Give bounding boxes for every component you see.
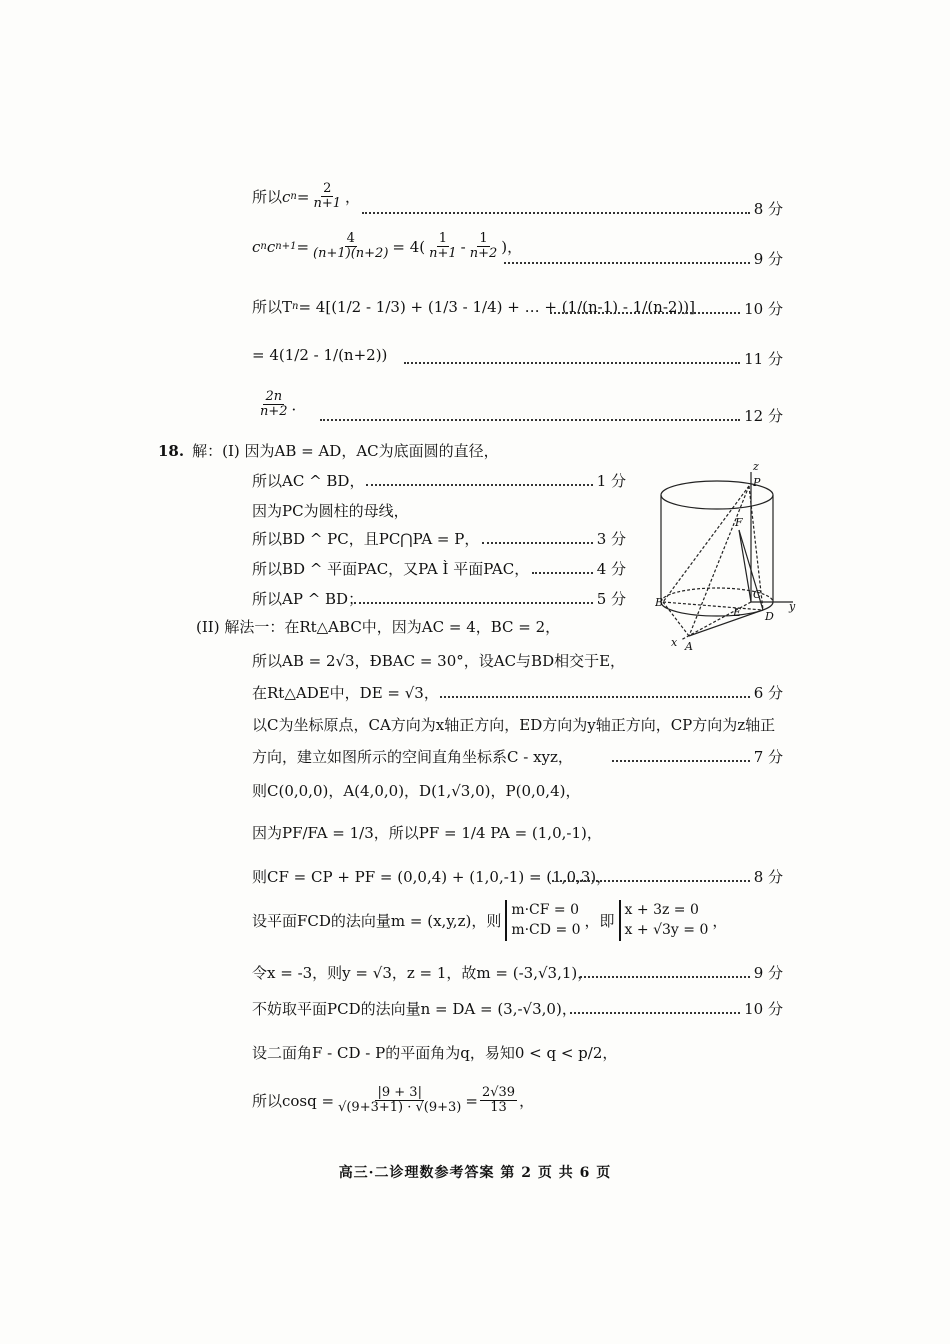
line-10 (252, 558, 529, 579)
line-24 (252, 1086, 534, 1116)
eq: = (465, 1091, 478, 1110)
label-z: z (753, 460, 759, 473)
score-text: 11 分 (744, 350, 783, 368)
text-post: ， (345, 188, 361, 207)
eq-1: x + 3z = 0 (624, 902, 699, 918)
eq-2: m·CD = 0 (511, 922, 581, 939)
eq: = (296, 187, 310, 206)
text: 因为PC为圆柱的母线， (252, 502, 409, 520)
score-line-19 (548, 866, 783, 887)
line-23 (252, 1042, 617, 1063)
score-line-5 (316, 405, 783, 426)
line-cn (252, 182, 360, 212)
line-15 (252, 714, 775, 735)
line-cncn1 (252, 232, 522, 262)
text-post: ． (291, 396, 307, 415)
score-text: 4 分 (596, 560, 626, 578)
var-c: c (266, 237, 276, 256)
text: 所以AB = 2√3，ÐBAC = 30°，设AC与BD相交于E， (252, 652, 626, 670)
label-P: P (753, 476, 761, 489)
text-pre: 设平面FCD的法向量m = (x,y,z)，则 (252, 911, 502, 930)
score-text: 1 分 (596, 472, 626, 490)
eq-1: m·CF = 0 (511, 902, 580, 918)
var-c: c (252, 237, 261, 256)
numerator: 1 (479, 231, 488, 246)
label-C: C (753, 588, 762, 601)
equation-system-1 (505, 900, 580, 941)
numerator: 2n (265, 389, 283, 404)
line-12 (196, 616, 560, 637)
line-8 (252, 500, 409, 521)
score-line-2 (500, 248, 783, 269)
label-E: E (733, 606, 742, 619)
score-line-14 (436, 682, 783, 703)
text: 方向，建立如图所示的空间直角坐标系C - xyz， (252, 748, 573, 766)
score-text: 12 分 (744, 407, 783, 425)
score-line-1 (358, 198, 783, 219)
score-text: 10 分 (744, 1000, 783, 1018)
text-post: )， (501, 238, 523, 257)
text-pre: 所以cosq = (252, 1092, 335, 1111)
bottom-front (661, 602, 773, 616)
denominator: n+2 (260, 404, 288, 420)
score-text: 6 分 (753, 684, 783, 702)
line-14 (252, 682, 439, 703)
text: 令x = -3，则y = √3，z = 1，故m = (-3,√3,1)， (252, 964, 593, 982)
score-line-7 (362, 470, 626, 491)
score-text: 8 分 (753, 200, 783, 218)
text: (II) 解法一：在Rt△ABC中，因为AC = 4，BC = 2， (196, 618, 561, 636)
line-result (256, 390, 307, 420)
var-sub: n (260, 241, 267, 253)
label-A: A (685, 640, 693, 653)
text: 所以AP ^ BD； (252, 590, 364, 608)
fraction (468, 232, 500, 262)
text: 设二面角F - CD - P的平面角为q，易知0 < q < p/2， (252, 1044, 618, 1062)
line-11 (252, 588, 363, 609)
question-number: 18. (158, 441, 185, 460)
numerator: 1 (438, 231, 448, 246)
question-18 (158, 440, 499, 461)
denominator: n+1 (313, 196, 341, 212)
text-post: ， (519, 1092, 535, 1111)
score-text: 9 分 (753, 964, 783, 982)
sum-expression: = 4[(1/2 - 1/3) + (1/3 - 1/4) + … + (1/(n-1) - 1/(n-2))] (298, 297, 696, 316)
edge-PB (663, 486, 749, 602)
score-text: 8 分 (753, 868, 783, 886)
edge-BD (663, 602, 763, 610)
text: 则CF = CP + PF = (0,0,4) + (1,0,-1) = (1,0,3)， (252, 868, 612, 886)
score-line-3 (546, 298, 783, 319)
score-line-10 (528, 558, 626, 579)
label-B: B (655, 596, 664, 609)
line-18 (252, 822, 602, 843)
line-17 (252, 780, 580, 801)
text: 所以BD ^ 平面PAC，又PA Ì 平面PAC， (252, 560, 530, 578)
text: 因为PF/FA = 1/3，所以PF = 1/4 PA = (1,0,-1)， (252, 824, 602, 842)
line-22 (252, 998, 577, 1019)
edge-AD (689, 610, 763, 636)
page-footer: 高三·二诊理数参考答案 第 2 页 共 6 页 (338, 1165, 612, 1181)
var-c: c (282, 187, 291, 206)
numerator: 2√39 (481, 1085, 516, 1100)
line-20 (252, 900, 727, 941)
text-post: ， (712, 911, 728, 930)
text-mid: ，即 (584, 911, 615, 930)
line-simplify (252, 346, 387, 364)
denominator: √(9+3+1) · √(9+3) (338, 1100, 462, 1116)
cylinder-figure (655, 460, 800, 655)
text: 所以BD ^ PC，且PC⋂PA = P， (252, 530, 480, 548)
score-line-9 (478, 528, 626, 549)
line-13 (252, 650, 625, 671)
denominator: 13 (490, 1100, 507, 1116)
eq-2: x + √3y = 0 (624, 922, 709, 939)
score-text: 7 分 (753, 748, 783, 766)
equation-system-2 (619, 900, 709, 941)
text: 则C(0,0,0)，A(4,0,0)，D(1,√3,0)，P(0,0,4)， (252, 782, 581, 800)
score-line-22 (566, 998, 783, 1019)
eq: = (296, 237, 310, 256)
score-line-11 (350, 588, 626, 609)
minus: - (460, 237, 466, 256)
denominator: n+2 (469, 246, 498, 262)
line-16 (252, 746, 573, 767)
label-D: D (765, 610, 774, 623)
line-9 (252, 528, 479, 549)
text: 不妨取平面PCD的法向量n = DA = (3,-√3,0)， (252, 1000, 577, 1018)
edge-AB (663, 602, 689, 636)
score-line-21 (576, 962, 783, 983)
score-text: 3 分 (596, 530, 626, 548)
score-text: 10 分 (744, 300, 783, 318)
line-21 (252, 962, 592, 983)
label-F: F (735, 516, 743, 529)
text: 所以AC ^ BD， (252, 472, 365, 490)
denominator: (n+1)(n+2) (313, 246, 389, 262)
label-x: x (671, 636, 678, 649)
score-line-16 (608, 746, 783, 767)
expression: = 4(1/2 - 1/(n+2)) (252, 346, 388, 364)
score-line-4 (400, 348, 783, 369)
text-pre: 所以T (252, 298, 293, 316)
fraction (480, 1086, 517, 1116)
question-text: 解：(I) 因为AB = AD，AC为底面圆的直径， (192, 442, 499, 460)
numerator: 2 (323, 181, 332, 196)
fraction (336, 1086, 463, 1116)
fraction (258, 390, 290, 420)
denominator: n+1 (429, 246, 457, 262)
numerator: 4 (346, 231, 355, 246)
line-7 (252, 470, 364, 491)
numerator: |9 + 3| (377, 1085, 422, 1100)
var-sub: n+1 (275, 241, 297, 253)
fraction (311, 182, 343, 212)
text-mid: = 4( (392, 237, 426, 256)
text: 在Rt△ADE中，DE = √3， (252, 684, 439, 702)
text: 以C为坐标原点，CA方向为x轴正方向，ED方向为y轴正方向，CP方向为z轴正 (252, 716, 776, 734)
var-sub: n (292, 301, 299, 312)
score-text: 9 分 (753, 250, 783, 268)
score-text: 5 分 (596, 590, 626, 608)
var-sub: n (290, 191, 297, 203)
label-y: y (789, 600, 796, 613)
fraction (311, 232, 390, 262)
text-pre: 所以 (252, 188, 283, 207)
fraction (427, 232, 459, 262)
